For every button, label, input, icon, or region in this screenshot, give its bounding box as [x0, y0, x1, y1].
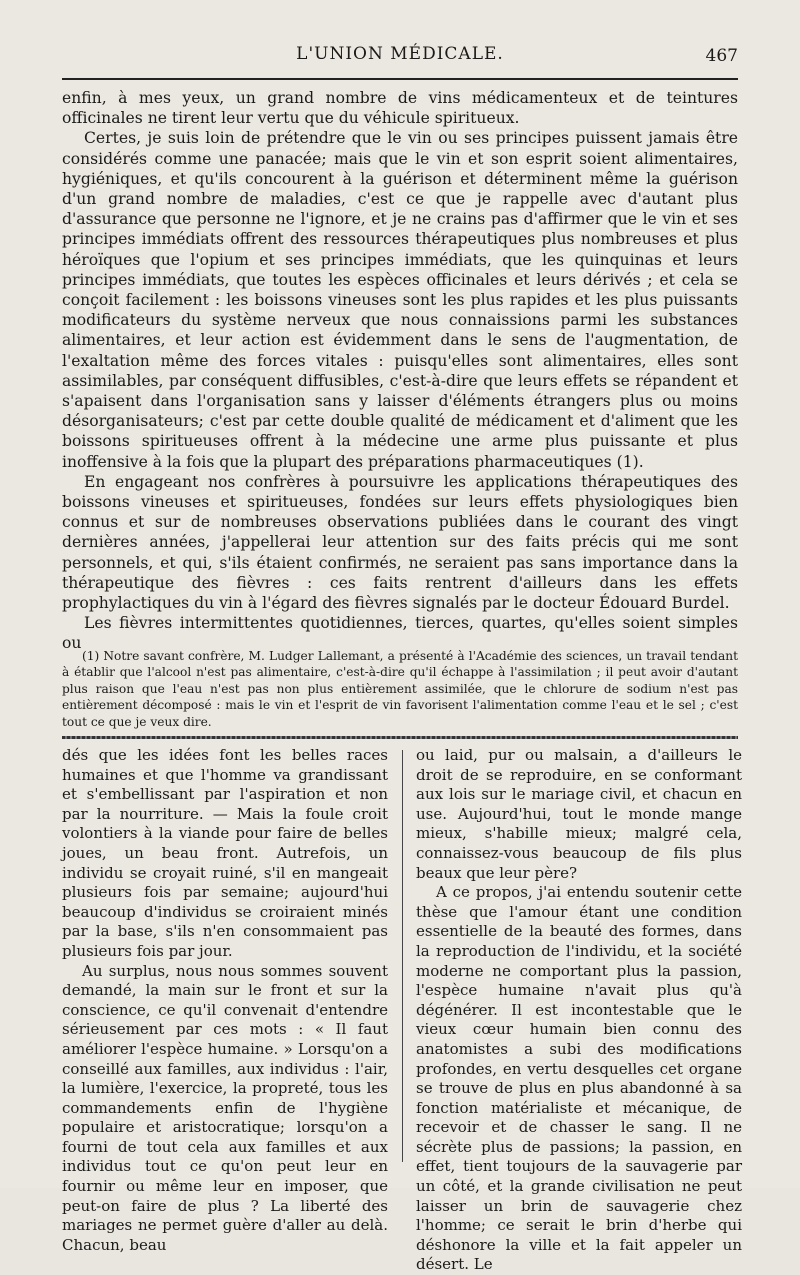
footnote-text: (1) Notre savant confrère, M. Ludger Lallemant, a présenté à l'Académie des sciences, un travail tendant à établir que l'alcool n'est pas alimentaire, c'est-à-dire qu'il échappe à l'assimilation ; il peut avoir d'autant plus raison que l'eau n'est pas non plus entièrement assimilée, que le chlorure de sodium n'est pas entièrement décomposé : mais le vin et l'esprit de vin favorisent l'alimentation comme l'eau et le sel ; c'est tout ce que je veux dire.: [62, 649, 738, 729]
feuilleton-right-column: [416, 746, 742, 1275]
paragraph: Les fièvres intermittentes quotidiennes, tierces, quartes, qu'elles soient simples ou: [62, 614, 738, 653]
feuilleton-rule: [62, 736, 738, 739]
paragraph: dés que les idées font les belles races humaines et que l'homme va grandissant et s'embellissant par l'aspiration et non par la nourriture. — Mais la foule croit volontiers à la viande pour faire de belles joues, un beau front. Autrefois, un individu se croyait ruiné, s'il en mangeait plusieurs fois par semaine; aujourd'hui beaucoup d'individus se croiraient minés par la base, s'ils n'en consommaient pas plusieurs fois par jour.: [62, 746, 388, 960]
feuilleton-left-column: [62, 746, 388, 1255]
header-rule: [62, 78, 738, 80]
paragraph: Certes, je suis loin de prétendre que le vin ou ses principes puissent jamais être considérés comme une panacée; mais que le vin et son esprit soient alimentaires, hygiéniques, et qu'ils concourent à la guérison et déterminent même la guérison d'un grand nombre de maladies, c'est ce que je rappelle avec d'autant plus d'assurance que personne ne l'ignore, et je ne crains pas d'affirmer que le vin et ses principes immédiats offrent des ressources thérapeutiques plus nombreuses et plus héroïques que l'opium et ses principes immédiats, que les quinquinas et leurs principes immédiats, que toutes les espèces officinales et leurs dérivés ; et cela se conçoit facilement : les boissons vineuses sont les plus rapides et les plus puissants modificateurs du système nerveux que nous connaissions parmi les substances alimentaires, et leur action est évidemment dans le sens de l'augmentation, de l'exaltation même des forces vitales : puisqu'elles sont alimentaires, elles sont assimilables, par conséquent diffusibles, c'est-à-dire que leurs effets se répandent et s'apaisent dans l'organisation sans y laisser d'éléments étrangers plus ou moins désorganisateurs; c'est par cette double qualité de médicament et d'aliment que les boissons spiritueuses offrent à la médecine une arme plus puissante et plus inoffensive à la fois que la plupart des préparations pharmaceutiques (1).: [62, 129, 738, 471]
paragraph: En engageant nos confrères à poursuivre les applications thérapeutiques des boissons vineuses et spiritueuses, fondées sur leurs effets physiologiques bien connus et sur de nombreuses observations publiées dans le courant des vingt dernières années, j'appellerai leur attention sur des faits précis qui me sont personnels, et qui, s'ils étaient confirmés, ne seraient pas sans importance dans la thérapeutique des fièvres : ces faits rentrent d'ailleurs dans les effets prophylactiques du vin à l'égard des fièvres signalés par le docteur Édouard Burdel.: [62, 472, 738, 613]
paragraph: A ce propos, j'ai entendu soutenir cette thèse que l'amour étant une condition essentielle de la beauté des formes, dans la reproduction de l'individu, et la société moderne ne comportant plus la passion, l'espèce humaine n'avait plus qu'à dégénérer. Il est incontestable que le vieux cœur humain bien connu des anatomistes a subi des modifications profondes, en vertu desquelles cet organe se trouve de plus en plus abandonné à sa fonction matérialiste et mécanique, de recevoir et de chasser le sang. Il ne sécrète plus de passions; la passion, en effet, tient toujours de la sauvagerie par un côté, et la grande civilisation ne peut laisser un brin de sauvagerie chez l'homme; ce serait le brin d'herbe qui déshonore la ville et la fait appeler un désert. Le: [416, 883, 742, 1274]
column-divider: [402, 750, 403, 1162]
footnote: [62, 648, 738, 730]
page-header: [62, 44, 738, 72]
paragraph: Au surplus, nous nous sommes souvent demandé, la main sur le front et sur la conscience, ce qu'il convenait d'entendre sérieusement par ces mots : « Il faut améliorer l'espèce humaine. » Lorsqu'on a conseillé aux familles, aux individus : l'air, la lumière, l'exercice, la propreté, tous les commandements enfin de l'hygiène populaire et aristocratique; lorsqu'on a fourni de tout cela aux familles et aux individus tout ce qu'on peut leur en fournir ou même leur en imposer, que peut-on faire de plus ? La liberté des mariages ne permet guère d'aller au delà. Chacun, beau: [62, 961, 388, 1254]
paragraph: ou laid, pur ou malsain, a d'ailleurs le droit de se reproduire, en se conformant aux lois sur le mariage civil, et chacun en use. Aujourd'hui, tout le monde mange mieux, s'habille mieux; malgré cela, connaissez-vous beaucoup de fils plus beaux que leur père?: [416, 746, 742, 882]
page-number: 467: [705, 46, 738, 66]
running-title: L'UNION MÉDICALE.: [296, 44, 504, 64]
main-text: [62, 88, 738, 654]
paragraph: enfin, à mes yeux, un grand nombre de vins médicamenteux et de teintures officinales ne tirent leur vertu que du véhicule spiritueux.: [62, 89, 738, 128]
feuilleton-columns: [62, 746, 742, 1274]
